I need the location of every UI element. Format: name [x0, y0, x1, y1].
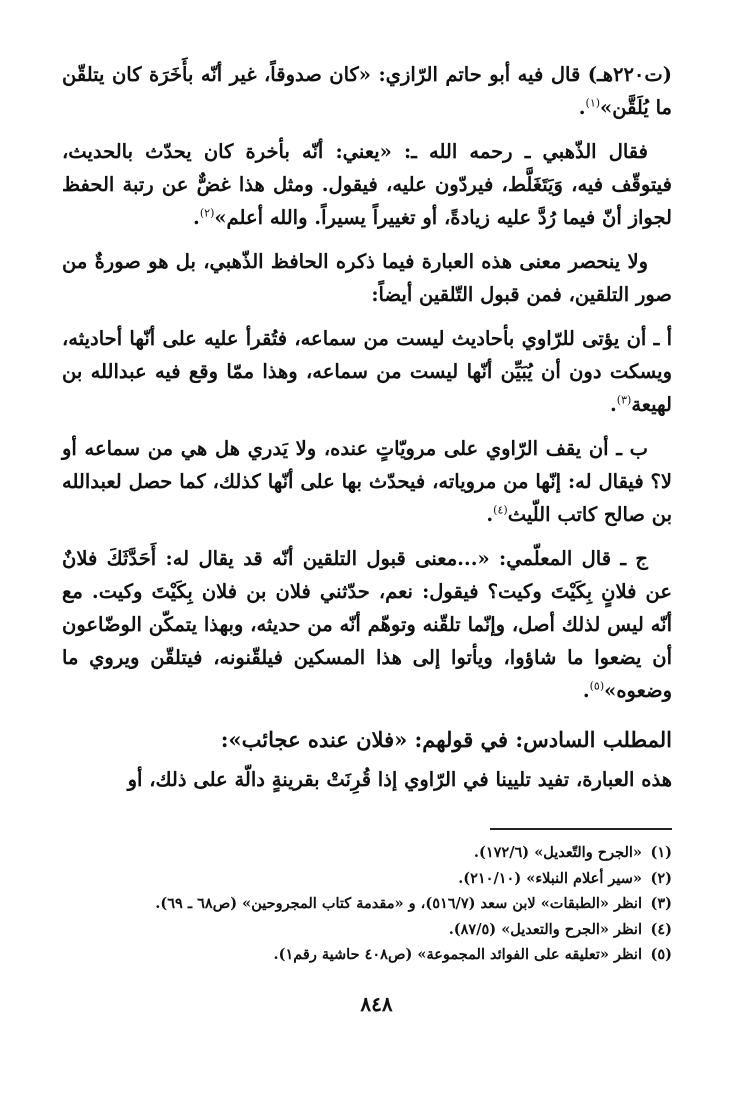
paragraph-7: [62, 763, 672, 796]
paragraph-3: [62, 245, 672, 311]
paragraph-3-text: ولا ينحصر معنى هذه العبارة فيما ذكره الحافظ الذّهبي، بل هو صورةٌ من صور التلقين، فمن قبول التّلقين أيضاً:: [62, 250, 672, 306]
paragraph-6-end: .: [582, 679, 590, 702]
paragraph-4-text: أ ـ أن يؤتى للرّاوي بأحاديث ليست من سماعه، فتُقرأ عليه على أنّها أحاديثه، ويسكت دون أن يُبَيِّن أنّها ليست من سماعه، وهذا ممّا وقع فيه عبدالله بن لهيعة: [62, 327, 672, 416]
footnotes: [62, 828, 672, 968]
footnote-ref-3: (٣): [616, 393, 632, 407]
page-body: [62, 58, 672, 807]
footnote-4: [62, 917, 672, 943]
paragraph-6: [62, 542, 672, 707]
footnote-number: (١): [650, 844, 672, 861]
footnote-5: [62, 942, 672, 968]
footnote-number: (٣): [650, 895, 672, 912]
paragraph-5-text: ب ـ أن يقف الرّاوي على مرويّاتٍ عنده، ولا يَدري هل هي من سماعه أو لا؟ فيقال له: إنّها من مروياته، فيحدّث بها على أنّها كذلك، كما حصل لعبدالله بن صالح كاتب اللّيث: [62, 437, 672, 526]
paragraph-2: [62, 135, 672, 234]
paragraph-5-end: .: [486, 503, 494, 526]
footnote-divider: [490, 828, 672, 830]
paragraph-4-end: .: [610, 393, 617, 416]
footnote-ref-2: (٢): [199, 206, 215, 220]
paragraph-2-end: .: [193, 206, 200, 229]
paragraph-5: [62, 432, 672, 531]
footnote-text: انظر «الطبقات» لابن سعد (٥١٦/٧)، و «مقدمة كتاب المجروحين» (ص٦٨ ـ ٦٩).: [155, 895, 642, 912]
paragraph-7-text: هذه العبارة، تفيد تليينا في الرّاوي إذا قُرِنَتْ بقرينةٍ دالّة على ذلك، أو: [127, 768, 672, 791]
paragraph-2-text: فقال الذّهبي ـ رحمه الله ـ: «يعني: أنّه بأخرة كان يحدّث بالحديث، فيتوقّف فيه، وَيَتَغَلَّط، فيردّون عليه، فيقول. ومثل هذا غضٌّ عن رتبة الحفظ لجواز أنّ فيما رُدَّ عليه زيادةً، أو تغييراً يسيراً. والله أعلم»: [62, 140, 672, 229]
footnote-number: (٤): [650, 920, 672, 938]
footnote-text: انظر «تعليقه على الفوائد المجموعة» (ص٤٠٨ حاشية رقم١).: [273, 946, 642, 963]
footnote-ref-5: (٥): [589, 679, 605, 693]
footnote-2: [62, 866, 672, 892]
paragraph-1-text: (ت٢٢٠هـ) قال فيه أبو حاتم الرّازي: «كان صدوقاً، غير أنّه بأَخَرَة كان يتلقّن ما يُلَقَّن»: [62, 63, 672, 119]
paragraph-4: [62, 322, 672, 421]
footnote-1: [62, 840, 672, 866]
footnote-ref-4: (٤): [493, 503, 508, 517]
page-number: ٨٤٨: [360, 992, 393, 1016]
footnote-number: (٥): [650, 946, 672, 963]
footnote-text: «الجرح والتّعديل» (١٧٢/٦).: [473, 844, 642, 861]
paragraph-1: [62, 58, 672, 124]
footnote-3: [62, 891, 672, 917]
footnote-text: «سير أعلام النبلاء» (٢١٠/١٠).: [458, 869, 642, 887]
paragraph-6-text: ج ـ قال المعلّمي: «...معنى قبول التلقين أنّه قد يقال له: أَحَدَّثَكَ فلانٌ عن فلانٍ بِكَيْتَ وكيت؟ فيقول: نعم، حدّثني فلان بن فلان بِكَيْتَ وكيت. مع أنّه ليس لذلك أصل، وإنّما تلقّنه وتوهّم أنّه من حديثه، وبهذا يتمكّن الوضّاعون أن يضعوا ما شاؤوا، ويأتوا إلى هذا المسكين فيلقّنونه، فيتلقّن ويروي ما وضعوه»: [62, 547, 672, 702]
footnote-ref-1: (١): [585, 96, 601, 110]
footnote-number: (٢): [650, 869, 672, 887]
section-heading: المطلب السادس: في قولهم: «فلان عنده عجائب»:: [220, 727, 672, 752]
footnote-text: انظر «الجرح والتعديل» (٨٧/٥).: [448, 920, 642, 938]
paragraph-1-end: .: [578, 96, 586, 119]
